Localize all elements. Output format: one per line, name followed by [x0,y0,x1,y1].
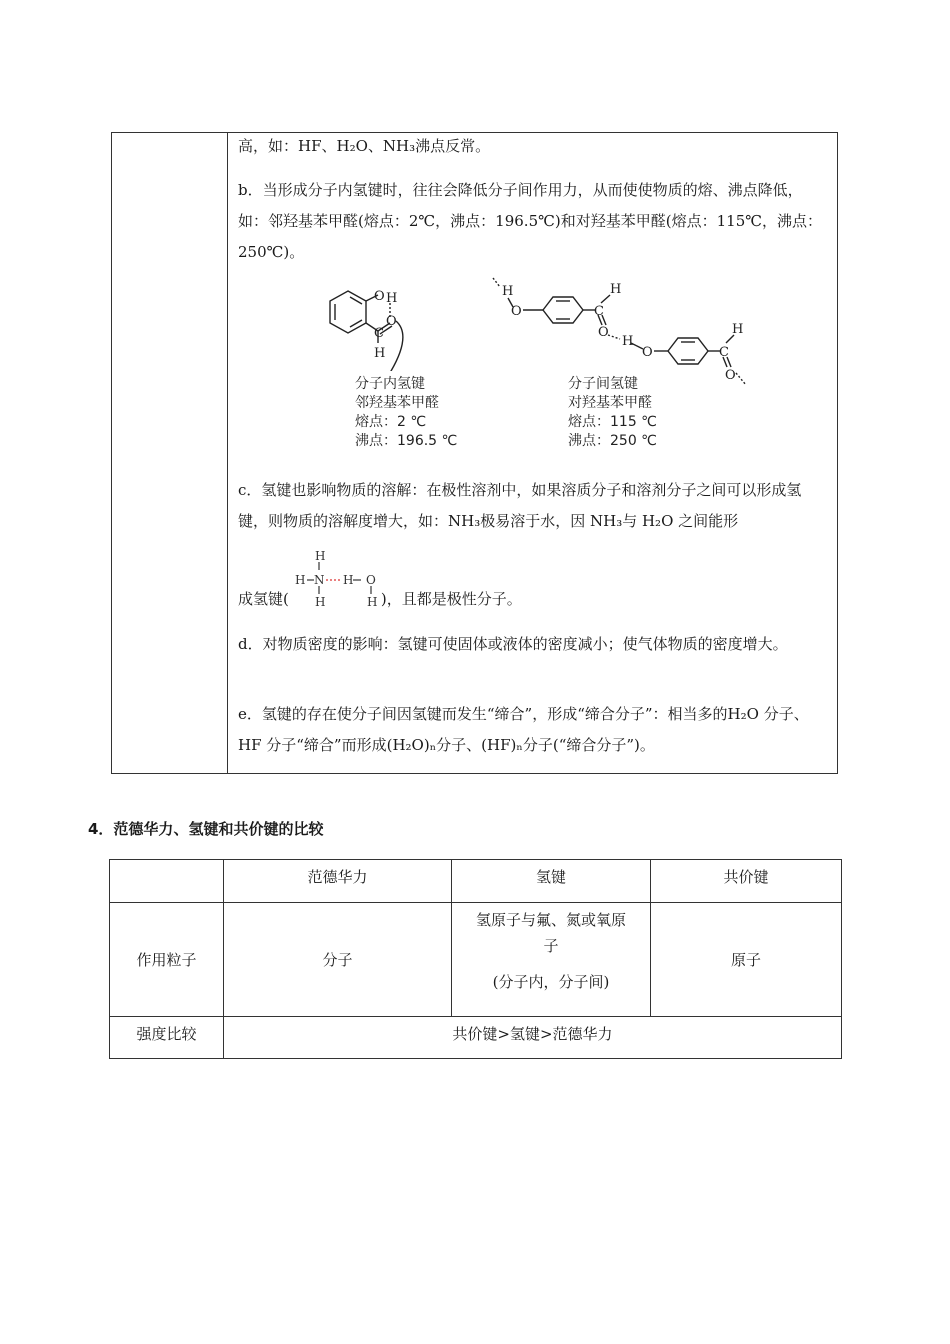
cell-text: 氢原子与氟、氮或氧原子 [475,911,626,955]
cell-strength-comparison: 共价键>氢键>范德华力 [224,1017,842,1059]
atom-o-label: O [598,325,609,340]
paragraph-d: d．对物质密度的影响：氢键可使固体或液体的密度减小；使气体物质的密度增大。 [238,635,788,653]
paragraph-c-tail [238,549,828,615]
header-cell-vdw: 范德华力 [224,860,452,903]
paragraph-c-tail-pre: 成氢键( [238,590,289,608]
table-row [110,1017,842,1059]
caption-line: 沸点：250 ℃ [568,433,657,449]
caption-line: 熔点：2 ℃ [355,414,427,430]
table-row [110,903,842,1017]
header-cell-covalent: 共价键 [651,860,842,903]
atom-h-label: H [622,334,634,349]
caption-line: 对羟基苯甲醛 [568,395,652,411]
caption-line: 沸点：196.5 ℃ [355,433,458,449]
paragraph-c: c．氢键也影响物质的溶解：在极性溶剂中，如果溶质分子和溶剂分子之间可以形成氢键，则物质的溶解度增大，如：NH₃极易溶于水，因 NH₃与 H₂O 之间能形 [238,481,802,530]
atom-c-label: C [594,304,604,319]
atom-c-label: C [719,345,729,360]
cell-covalent-particle: 原子 [651,903,842,1017]
atom-o-label: O [642,345,653,360]
paragraph-b: b．当形成分子内氢键时，往往会降低分子间作用力，从而使使物质的熔、沸点降低，如：邻羟基苯甲醛(熔点：2℃，沸点：196.5℃)和对羟基苯甲醛(熔点：115℃，沸点：250℃)。 [238,181,823,261]
section-heading: 4．范德华力、氢键和共价键的比较 [88,820,324,838]
atom-h-label: H [502,284,514,299]
atom-h-label: H [732,322,744,337]
cell-vdw-particle: 分子 [224,903,452,1017]
caption-line: 分子间氢键 [568,376,638,392]
cell-text: (分子内，分子间) [492,973,610,991]
atom-o-label-2: O [386,314,397,329]
row-label: 强度比较 [110,1017,224,1059]
atom-n-label: N [313,573,325,587]
row-label: 作用粒子 [110,903,224,1017]
atom-h-label: H [386,291,398,306]
cell-hbond-particle [452,903,651,1017]
caption-line: 熔点：115 ℃ [568,414,657,430]
ortho-hydroxybenzaldehyde-structure [318,281,438,371]
comparison-table [109,859,842,1059]
atom-o-label: O [365,573,376,587]
atom-h-label-2: H [374,346,386,361]
table-header-row [110,860,842,903]
header-cell-empty [110,860,224,903]
caption-line: 邻羟基苯甲醛 [355,395,439,411]
atom-o-label: O [374,289,385,304]
atom-h-label: H [314,549,326,563]
atom-h-label: H [314,595,326,609]
paragraph-e: e．氢键的存在使分子间因氢键而发生“缔合”，形成“缔合分子”：相当多的H₂O 分子、HF 分子“缔合”而形成(H₂O)ₙ分子、(HF)ₙ分子(“缔合分子”)。 [238,705,809,754]
ammonia-water-hydrogen-bond-structure [289,548,381,610]
figure-right-caption [568,375,657,451]
paragraph-a-tail: 高，如：HF、H₂O、NH₃沸点反常。 [238,137,491,155]
atom-o-label: O [725,368,736,383]
header-cell-hbond: 氢键 [452,860,651,903]
caption-line: 分子内氢键 [355,376,425,392]
atom-o-label: O [511,304,522,319]
content-box [111,132,838,774]
atom-h-label: H [342,573,354,587]
atom-h-label: H [294,573,306,587]
atom-h-label: H [610,282,622,297]
atom-c-label: C [374,326,384,341]
atom-h-label: H [366,595,378,609]
column-divider [227,133,228,773]
paragraph-c-tail-post: )，且都是极性分子。 [380,590,522,608]
figure-left-caption [355,375,457,451]
